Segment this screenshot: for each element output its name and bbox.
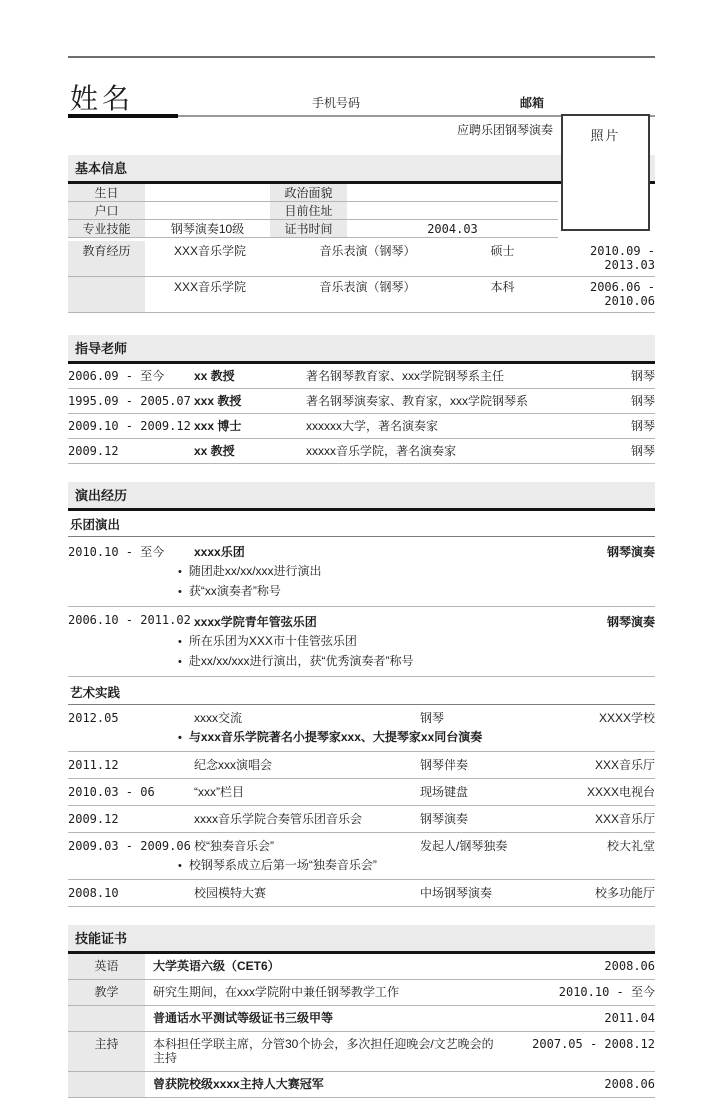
art-practice-row bbox=[68, 806, 655, 833]
resume-header bbox=[68, 58, 655, 115]
teacher-row bbox=[68, 364, 655, 389]
teacher-name: xx 教授 bbox=[194, 444, 235, 458]
teacher-period: 2009.12 bbox=[68, 444, 119, 458]
label-cert-date: 证书时间 bbox=[270, 220, 347, 237]
entry-bullet: • 获“xx演奏者”称号 bbox=[178, 582, 655, 602]
art-practice-row bbox=[68, 833, 655, 880]
orchestra-entry bbox=[68, 607, 655, 677]
value-birthday bbox=[145, 184, 270, 201]
teacher-name: xxx 博士 bbox=[194, 419, 242, 433]
value-household bbox=[145, 202, 270, 219]
subsection-art-practice: 艺术实践 bbox=[68, 679, 655, 705]
art-role: 现场键盘 bbox=[420, 785, 469, 799]
art-period: 2009.12 bbox=[68, 812, 119, 826]
art-event: xxxx交流 bbox=[194, 711, 243, 725]
art-period: 2010.03 - 06 bbox=[68, 785, 155, 799]
entry-title: xxxx学院青年管弦乐团 bbox=[194, 615, 317, 629]
edu-school: XXX音乐学院 bbox=[173, 244, 246, 258]
art-role: 钢琴伴奏 bbox=[420, 758, 469, 772]
section-performance bbox=[68, 482, 655, 907]
art-bullet: • 与xxx音乐学院著名小提琴家xxx、大提琴家xx同台演奏 bbox=[178, 728, 655, 748]
name-heading: 姓名 bbox=[70, 83, 135, 114]
entry-role: 钢琴演奏 bbox=[606, 615, 655, 629]
skill-date: 2008.06 bbox=[604, 1077, 655, 1091]
art-role: 钢琴演奏 bbox=[420, 812, 469, 826]
art-event: “xxx”栏目 bbox=[194, 785, 244, 799]
art-event: xxxx音乐学院合奏管乐团音乐会 bbox=[194, 812, 363, 826]
label-skill: 专业技能 bbox=[68, 220, 145, 237]
label-education-empty bbox=[68, 277, 145, 312]
teacher-desc: xxxxx音乐学院，著名演奏家 bbox=[306, 444, 457, 458]
art-period: 2008.10 bbox=[68, 886, 119, 900]
edu-major: 音乐表演（钢琴） bbox=[319, 244, 416, 258]
skill-label bbox=[68, 1006, 145, 1031]
skill-date: 2011.04 bbox=[604, 1011, 655, 1025]
teacher-subject: 钢琴 bbox=[630, 394, 655, 408]
value-skill: 钢琴演奏10级 bbox=[170, 222, 245, 236]
email-label: 邮箱 bbox=[520, 96, 545, 110]
skill-label bbox=[68, 1072, 145, 1097]
entry-period: 2006.10 - 2011.02 bbox=[68, 613, 191, 627]
teacher-period: 2009.10 - 2009.12 bbox=[68, 419, 191, 433]
art-venue: XXXX电视台 bbox=[586, 785, 655, 799]
value-address bbox=[347, 202, 558, 219]
edu-degree: 硕士 bbox=[490, 244, 515, 258]
art-event: 校“独奏音乐会” bbox=[194, 839, 274, 853]
value-cert-date: 2004.03 bbox=[427, 222, 478, 236]
education-row bbox=[68, 241, 655, 277]
art-role: 钢琴 bbox=[420, 711, 445, 725]
teacher-desc: xxxxxx大学，著名演奏家 bbox=[306, 419, 439, 433]
section-title-skills: 技能证书 bbox=[68, 925, 655, 954]
teacher-row bbox=[68, 389, 655, 414]
art-venue: XXX音乐厅 bbox=[594, 812, 655, 826]
education-block bbox=[68, 241, 655, 313]
label-education: 教育经历 bbox=[68, 241, 145, 276]
entry-period: 2010.10 - 至今 bbox=[68, 545, 165, 559]
applying-position: 应聘乐团钢琴演奏 bbox=[456, 123, 553, 137]
skill-date: 2008.06 bbox=[604, 959, 655, 973]
art-venue: XXX音乐厅 bbox=[594, 758, 655, 772]
teacher-period: 2006.09 - 至今 bbox=[68, 369, 165, 383]
art-role: 中场钢琴演奏 bbox=[420, 886, 493, 900]
photo-placeholder bbox=[561, 114, 650, 231]
edu-period: 2006.06 - 2010.06 bbox=[589, 280, 655, 308]
skill-label: 主持 bbox=[68, 1032, 145, 1071]
skill-row bbox=[68, 1006, 655, 1032]
art-venue: 校多功能厅 bbox=[594, 886, 655, 900]
teacher-name: xxx 教授 bbox=[194, 394, 242, 408]
skill-row bbox=[68, 1032, 655, 1072]
art-venue: XXXX学校 bbox=[598, 711, 655, 725]
edu-school: XXX音乐学院 bbox=[173, 280, 246, 294]
value-political-status bbox=[347, 184, 558, 201]
label-birthday: 生日 bbox=[68, 184, 145, 201]
label-address: 目前住址 bbox=[270, 202, 347, 219]
skill-row bbox=[68, 980, 655, 1006]
section-title-teachers: 指导老师 bbox=[68, 335, 655, 364]
skill-label: 教学 bbox=[68, 980, 145, 1005]
orchestra-entry bbox=[68, 537, 655, 607]
art-event: 纪念xxx演唱会 bbox=[194, 758, 273, 772]
education-row bbox=[68, 277, 655, 313]
edu-major: 音乐表演（钢琴） bbox=[319, 280, 416, 294]
subsection-orchestra: 乐团演出 bbox=[68, 511, 655, 537]
phone-label: 手机号码 bbox=[312, 96, 361, 110]
teacher-subject: 钢琴 bbox=[630, 369, 655, 383]
teacher-subject: 钢琴 bbox=[630, 419, 655, 433]
entry-bullet: • 赴xx/xx/xxx进行演出，获“优秀演奏者”称号 bbox=[178, 652, 655, 672]
basic-row-residence bbox=[68, 202, 558, 220]
art-practice-row bbox=[68, 880, 655, 907]
teacher-desc: 著名钢琴演奏家、教育家，xxx学院钢琴系 bbox=[306, 394, 529, 408]
art-role: 发起人/钢琴独奏 bbox=[420, 839, 508, 853]
entry-bullet: • 随团赴xx/xx/xxx进行演出 bbox=[178, 562, 655, 582]
art-venue: 校大礼堂 bbox=[606, 839, 655, 853]
label-political-status: 政治面貌 bbox=[270, 184, 347, 201]
skill-text: 大学英语六级（CET6） bbox=[153, 959, 280, 973]
art-period: 2012.05 bbox=[68, 711, 119, 725]
skill-text: 本科担任学联主席，分管30个协会，多次担任迎晚会/文艺晚会的主持 bbox=[153, 1037, 494, 1065]
basic-row-birthday bbox=[68, 184, 558, 202]
art-bullet: • 校钢琴系成立后第一场“独奏音乐会” bbox=[178, 856, 655, 876]
teacher-name: xx 教授 bbox=[194, 369, 235, 383]
label-household: 户口 bbox=[68, 202, 145, 219]
skill-text: 研究生期间，在xxx学院附中兼任钢琴教学工作 bbox=[153, 985, 400, 999]
skill-date: 2007.05 - 2008.12 bbox=[532, 1037, 655, 1051]
art-event: 校园模特大赛 bbox=[194, 886, 267, 900]
teacher-row bbox=[68, 439, 655, 464]
entry-role: 钢琴演奏 bbox=[606, 545, 655, 559]
teacher-subject: 钢琴 bbox=[630, 444, 655, 458]
edu-degree: 本科 bbox=[490, 280, 515, 294]
entry-bullet: • 所在乐团为XXX市十佳管弦乐团 bbox=[178, 632, 655, 652]
section-skills bbox=[68, 925, 655, 1098]
entry-title: xxxx乐团 bbox=[194, 545, 245, 559]
art-practice-row bbox=[68, 779, 655, 806]
skill-date: 2010.10 - 至今 bbox=[558, 985, 655, 999]
skill-label: 英语 bbox=[68, 954, 145, 979]
teacher-period: 1995.09 - 2005.07 bbox=[68, 394, 191, 408]
section-teachers bbox=[68, 335, 655, 464]
skill-row bbox=[68, 1072, 655, 1098]
section-title-performance: 演出经历 bbox=[68, 482, 655, 511]
art-practice-row bbox=[68, 752, 655, 779]
teacher-row bbox=[68, 414, 655, 439]
photo-label: 照片 bbox=[590, 128, 621, 143]
skill-text: 普通话水平测试等级证书三级甲等 bbox=[153, 1011, 334, 1025]
skill-text: 曾获院校级xxxx主持人大赛冠军 bbox=[153, 1077, 324, 1091]
teacher-desc: 著名钢琴教育家、xxx学院钢琴系主任 bbox=[306, 369, 505, 383]
edu-period: 2010.09 - 2013.03 bbox=[589, 244, 655, 272]
art-practice-row bbox=[68, 705, 655, 752]
section-title-basic: 基本信息 bbox=[68, 155, 655, 184]
art-period: 2011.12 bbox=[68, 758, 119, 772]
basic-row-skill bbox=[68, 220, 558, 238]
art-period: 2009.03 - 2009.06 bbox=[68, 839, 191, 853]
skill-row bbox=[68, 954, 655, 980]
